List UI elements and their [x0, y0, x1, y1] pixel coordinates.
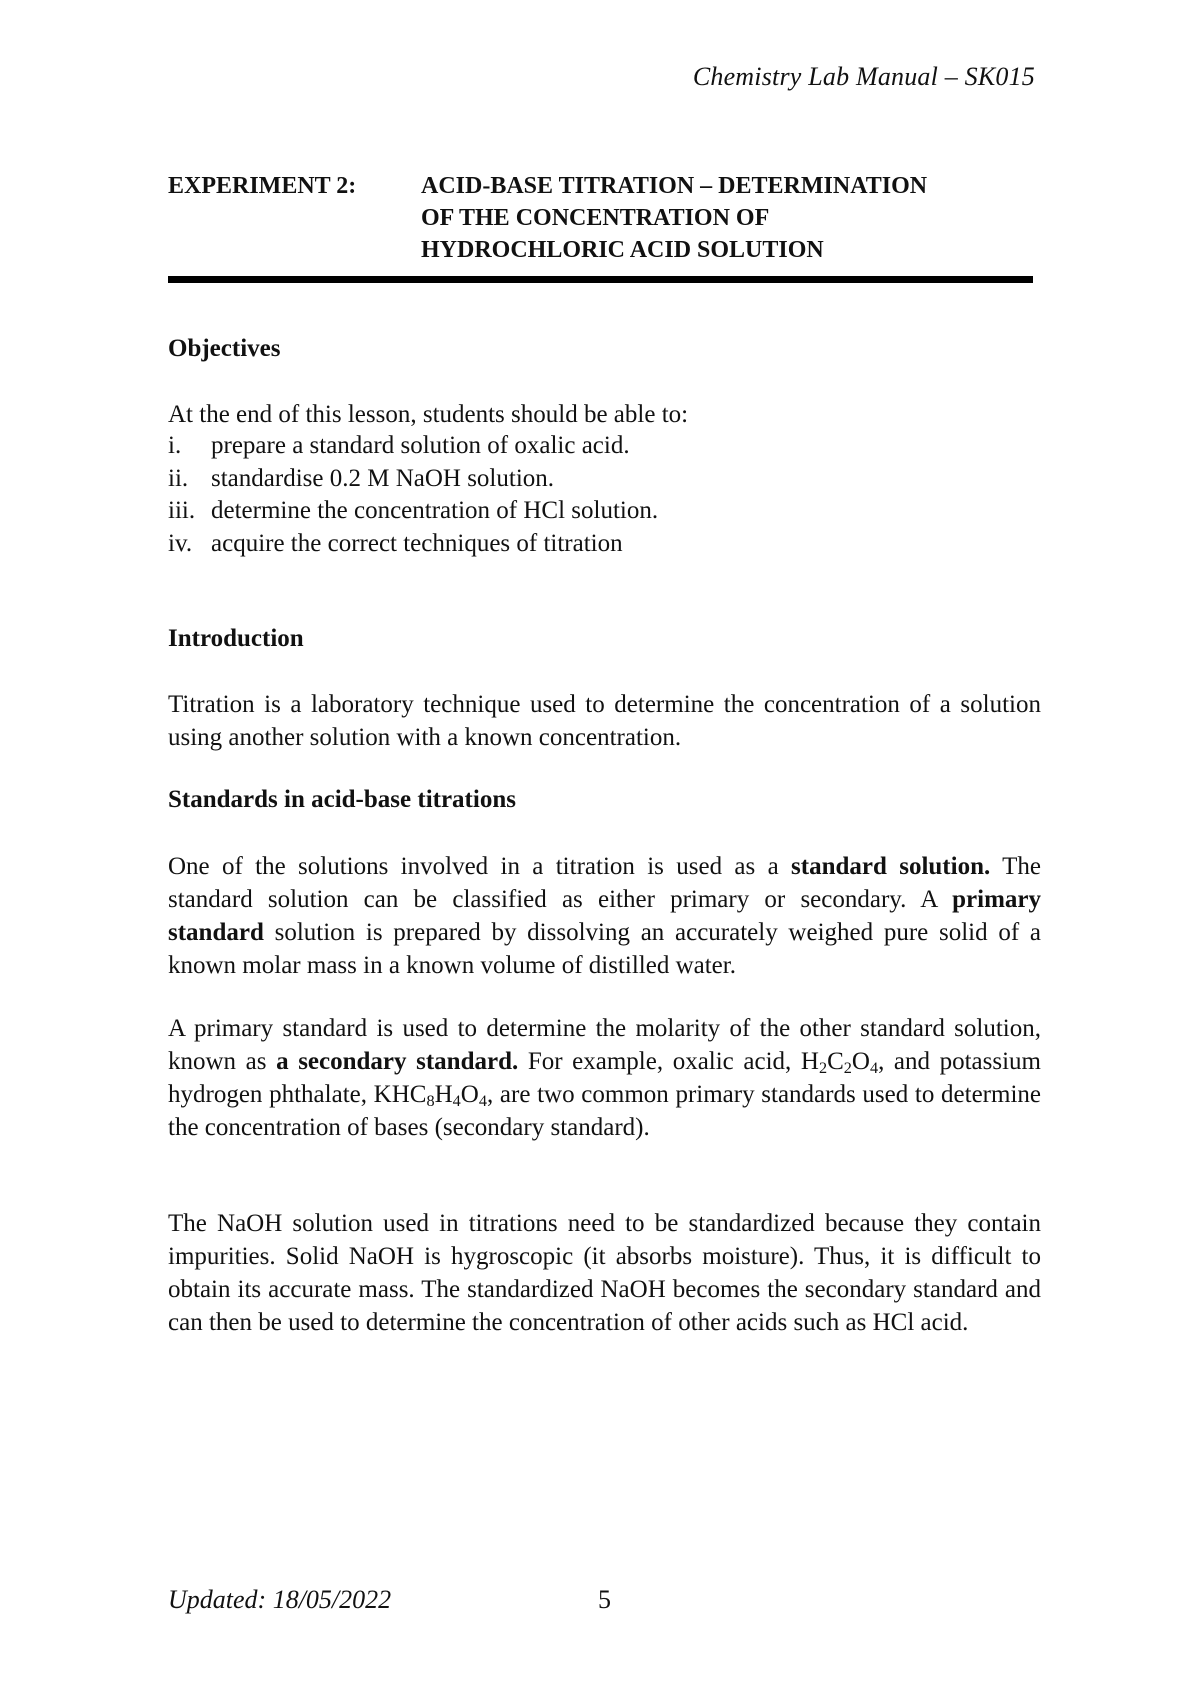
formula-subscript: 2 [843, 1059, 852, 1078]
footer-updated-date: Updated: 18/05/2022 [168, 1585, 392, 1614]
bold-term: a secondary standard. [276, 1048, 519, 1075]
list-item [168, 528, 658, 561]
objectives-list [168, 430, 658, 560]
introduction-paragraph: Titration is a laboratory technique used to determine the concentration of a solution using another solution with a known concentration. [168, 691, 1041, 751]
introduction-heading: Introduction [168, 625, 304, 652]
formula-part: H [434, 1081, 453, 1108]
list-item-number: ii. [168, 464, 189, 492]
formula-subscript: 8 [426, 1092, 435, 1111]
text-run: A primary standard is used to determine the molarity of the other standard solution, known as [168, 1015, 1041, 1075]
formula-subscript: 4 [478, 1092, 487, 1111]
list-item-text: acquire the correct techniques of titration [211, 529, 623, 557]
list-item-number: iv. [168, 529, 193, 557]
experiment-title-lines [421, 170, 1041, 266]
list-item-text: prepare a standard solution of oxalic acid. [211, 432, 630, 459]
list-item-number: i. [168, 432, 182, 459]
text-run: solution is prepared by dissolving an accurately weighed pure solid of a known molar mass in a known volume of distilled water. [168, 919, 1041, 979]
text-run: , and potassium hydrogen phthalate, [168, 1048, 1041, 1108]
text-run: The standard solution can be classified as either primary or secondary. A [168, 853, 1041, 913]
objectives-heading: Objectives [168, 335, 281, 362]
experiment-label: EXPERIMENT 2: [168, 173, 357, 199]
standards-heading: Standards in acid-base titrations [168, 786, 516, 813]
bold-term: primary standard [168, 886, 1041, 946]
text-run: One of the solutions involved in a titration is used as a [168, 853, 792, 880]
khp-formula [373, 1081, 487, 1111]
oxalic-acid-formula [800, 1048, 879, 1078]
formula-part: C [827, 1048, 844, 1075]
list-item-number: iii. [168, 497, 196, 524]
bold-term: standard solution. [791, 853, 991, 880]
text-run: For example, oxalic acid, [518, 1048, 801, 1075]
formula-subscript: 4 [869, 1059, 879, 1078]
page-number: 5 [598, 1585, 611, 1614]
list-item [168, 430, 658, 463]
list-item [168, 463, 658, 496]
standards-paragraph-2 [168, 1012, 1041, 1144]
standards-paragraph-3: The NaOH solution used in titrations need to be standardized because they contain impurities. Solid NaOH is hygroscopic (it absorbs moisture). Thus, it is difficult to obtain its accurate mass. The standardized NaOH becomes the secondary standard and can then be used to determine the concentration of other acids such as HCl acid. [168, 1210, 1041, 1336]
list-item-text: standardise 0.2 M NaOH solution. [211, 464, 555, 492]
list-item-text: determine the concentration of HCl solution. [211, 497, 659, 524]
title-line: OF THE CONCENTRATION OF [421, 205, 770, 231]
title-line: HYDROCHLORIC ACID SOLUTION [421, 237, 824, 263]
standards-paragraph-1 [168, 850, 1041, 982]
formula-subscript: 2 [818, 1059, 828, 1078]
title-line: ACID-BASE TITRATION – DETERMINATION [421, 173, 928, 199]
objectives-intro: At the end of this lesson, students should be able to: [168, 401, 689, 428]
list-item [168, 495, 658, 528]
formula-part: KHC [373, 1081, 427, 1108]
title-divider [168, 276, 1033, 283]
text-run: , are two common primary standards used to determine the concentration of bases (secondary standard). [168, 1081, 1041, 1141]
running-header: Chemistry Lab Manual – SK015 [692, 62, 1035, 91]
formula-part: O [851, 1048, 870, 1075]
formula-part: O [460, 1081, 479, 1108]
formula-part: H [800, 1048, 819, 1075]
formula-subscript: 4 [452, 1092, 461, 1111]
